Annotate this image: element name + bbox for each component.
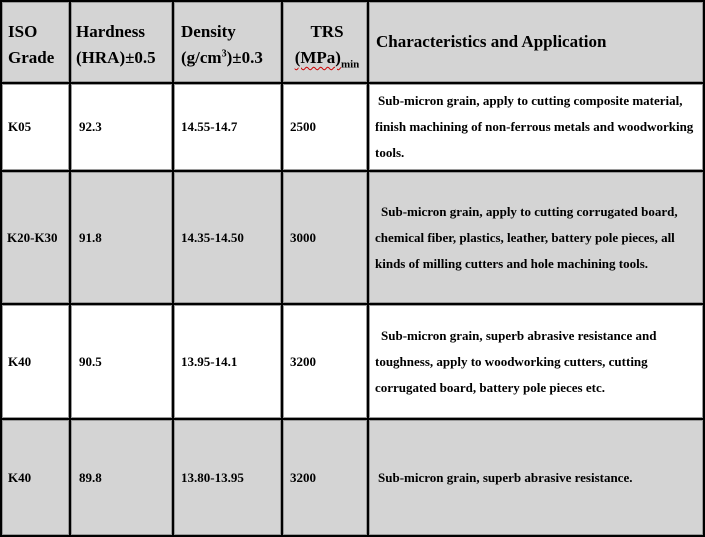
- table-row-cell-grade: K05: [2, 84, 69, 170]
- table-row-cell-hardness: 91.8: [71, 172, 172, 303]
- table-row-cell-grade: K20-K30: [2, 172, 69, 303]
- table-row-cell-hardness: 89.8: [71, 420, 172, 535]
- table-row-cell-trs: 3200: [283, 305, 367, 418]
- header-trs-line2: $(MPa)_{min}$: [294, 48, 360, 71]
- table-row-cell-application: Sub-micron grain, apply to cutting composite material, finish machining of non-ferrous metals and woodworking tools.: [369, 84, 703, 170]
- table-row-cell-application: Sub-micron grain, superb abrasive resistance and toughness, apply to woodworking cutters, cutting corrugated board, battery pole pieces etc.: [369, 305, 703, 418]
- table-row-cell-density: 14.35-14.50: [174, 172, 281, 303]
- table-row-cell-application: Sub-micron grain, apply to cutting corrugated board, chemical fiber, plastics, leather, battery pole pieces, all kinds of milling cutters and hole machining tools.: [369, 172, 703, 303]
- header-characteristics: [369, 2, 703, 82]
- header-iso-grade: [2, 2, 69, 82]
- header-characteristics-label: Characteristics and Application: [376, 32, 607, 51]
- table-row-cell-grade: K40: [2, 305, 69, 418]
- header-hardness-line1: Hardness: [76, 22, 145, 41]
- table-row-cell-trs: 3200: [283, 420, 367, 535]
- header-density: [174, 2, 281, 82]
- header-trs-line1: TRS: [310, 22, 344, 41]
- header-iso-line2: Grade: [8, 48, 55, 67]
- header-hardness: [71, 2, 172, 82]
- header-density-line1: Density: [181, 22, 236, 41]
- header-density-line2: $(g/cm^3)\pm 0.3$: [181, 48, 263, 67]
- header-trs: [283, 2, 367, 82]
- table-row-cell-grade: K40: [2, 420, 69, 535]
- header-hardness-line2: (HRA)±0.5: [76, 48, 156, 67]
- table-row-cell-density: 13.80-13.95: [174, 420, 281, 535]
- table-row-cell-application: Sub-micron grain, superb abrasive resistance.: [369, 420, 703, 535]
- table-row-cell-density: 13.95-14.1: [174, 305, 281, 418]
- table-row-cell-trs: 3000: [283, 172, 367, 303]
- table-row-cell-hardness: 92.3: [71, 84, 172, 170]
- header-iso-line1: ISO: [8, 22, 38, 41]
- table-row-cell-density: 14.55-14.7: [174, 84, 281, 170]
- table-row-cell-hardness: 90.5: [71, 305, 172, 418]
- table-row-cell-trs: 2500: [283, 84, 367, 170]
